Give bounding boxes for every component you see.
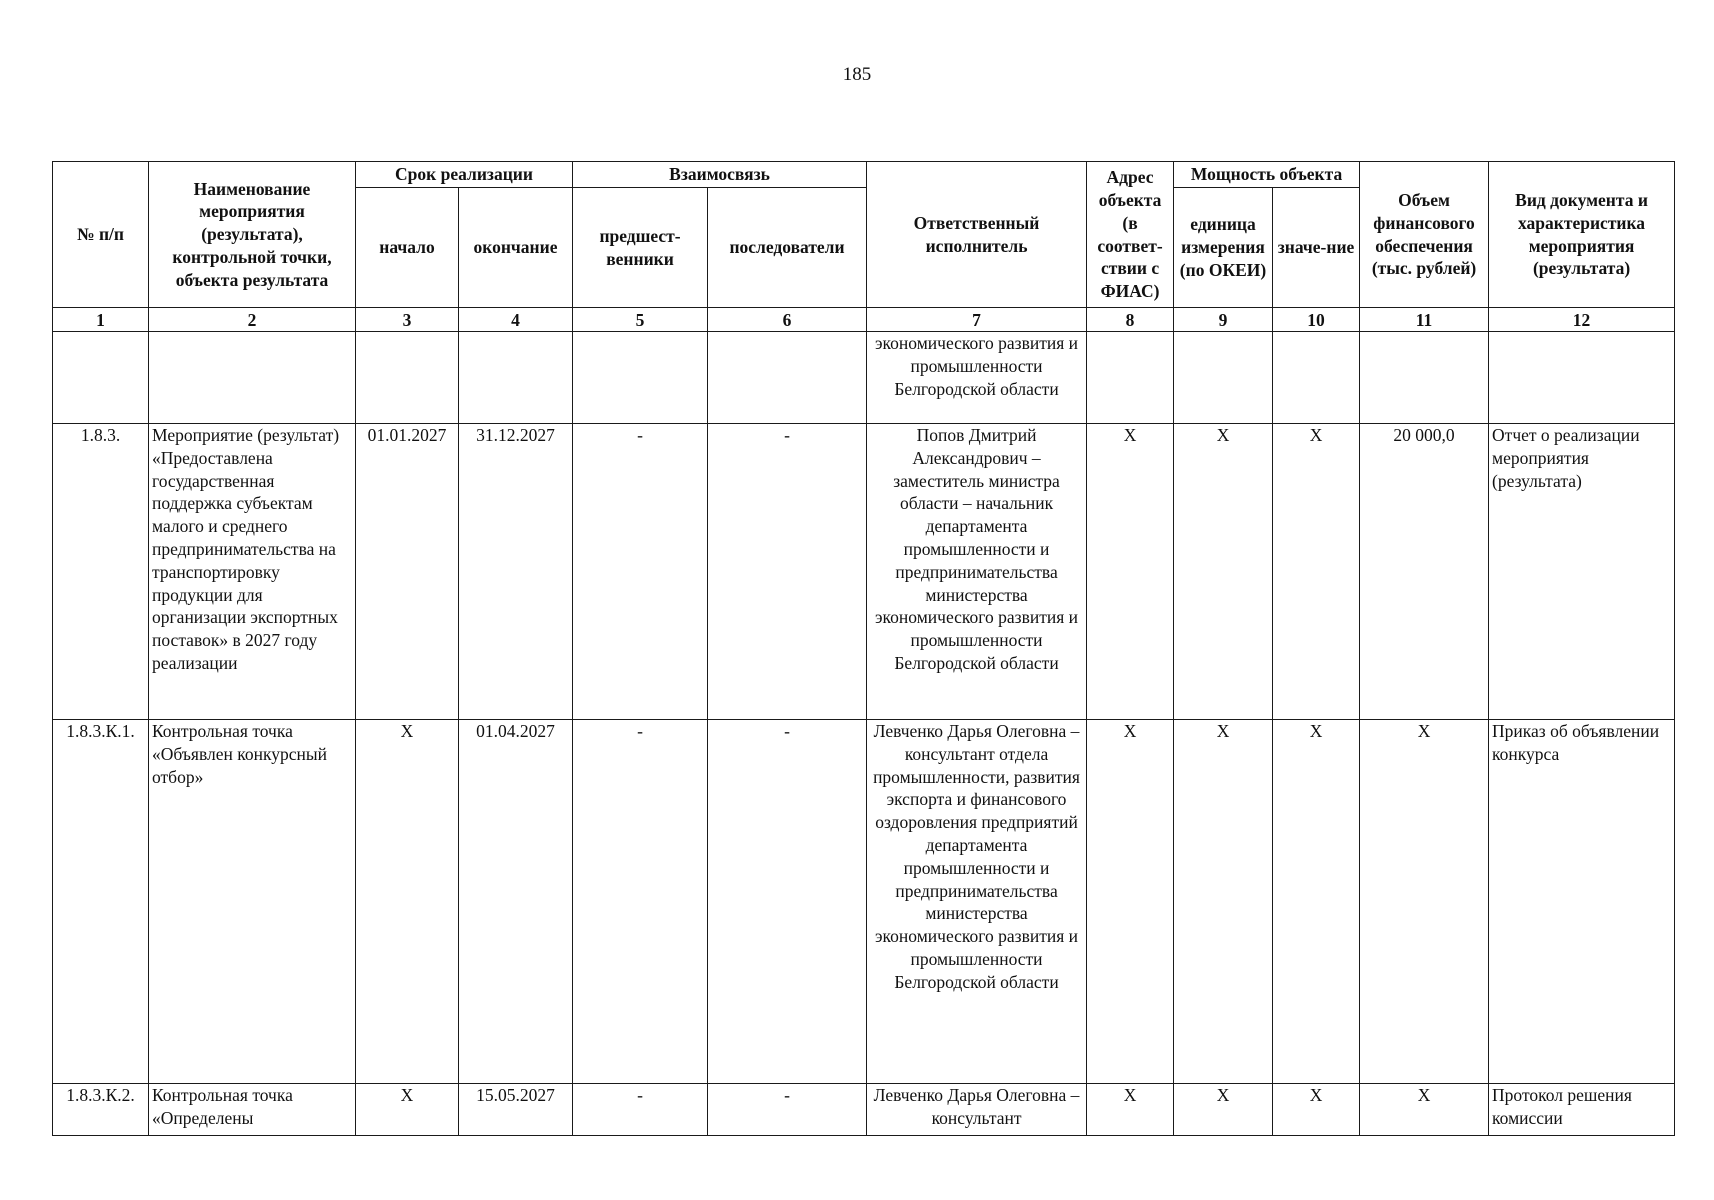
- cell-end: 01.04.2027: [459, 720, 573, 1084]
- cell-start: 01.01.2027: [356, 424, 459, 720]
- column-index: 7: [867, 308, 1087, 332]
- cell-successors: [708, 332, 867, 424]
- header-address: Адрес объекта (в соответ-ствии с ФИАС): [1087, 162, 1174, 308]
- header-finance: Объем финансового обеспечения (тыс. рублей): [1360, 162, 1489, 308]
- cell-num: 1.8.3.К.1.: [53, 720, 149, 1084]
- header-end: окончание: [459, 188, 573, 308]
- cell-name: Контрольная точка «Определены: [149, 1084, 356, 1136]
- column-index: 5: [573, 308, 708, 332]
- cell-num: [53, 332, 149, 424]
- column-index: 4: [459, 308, 573, 332]
- cell-start: X: [356, 1084, 459, 1136]
- header-value: значе-ние: [1273, 188, 1360, 308]
- table-row: [53, 332, 1675, 424]
- cell-value: X: [1273, 424, 1360, 720]
- cell-doc-type: Протокол решения комиссии: [1489, 1084, 1675, 1136]
- cell-finance: [1360, 332, 1489, 424]
- cell-end: [459, 332, 573, 424]
- cell-successors: -: [708, 1084, 867, 1136]
- header-predecessors: предшест-венники: [573, 188, 708, 308]
- header-start: начало: [356, 188, 459, 308]
- cell-name: Контрольная точка «Объявлен конкурсный отбор»: [149, 720, 356, 1084]
- cell-successors: -: [708, 720, 867, 1084]
- header-successors: последователи: [708, 188, 867, 308]
- column-index: 1: [53, 308, 149, 332]
- header-link-group: Взаимосвязь: [573, 162, 867, 188]
- header-responsible: Ответственный исполнитель: [867, 162, 1087, 308]
- header-name: Наименование мероприятия (результата), контрольной точки, объекта результата: [149, 162, 356, 308]
- cell-responsible: Левченко Дарья Олеговна – консультант: [867, 1084, 1087, 1136]
- header-term-group: Срок реализации: [356, 162, 573, 188]
- header-num: № п/п: [53, 162, 149, 308]
- cell-num: 1.8.3.К.2.: [53, 1084, 149, 1136]
- column-index: 10: [1273, 308, 1360, 332]
- column-index: 12: [1489, 308, 1675, 332]
- cell-start: X: [356, 720, 459, 1084]
- cell-doc-type: [1489, 332, 1675, 424]
- cell-value: [1273, 332, 1360, 424]
- cell-start: [356, 332, 459, 424]
- cell-name: Мероприятие (результат) «Предоставлена государственная поддержка субъектам малого и среднего предпринимательства на транспортировку продукции для организации экспортных поставок» в 2027 году реализации: [149, 424, 356, 720]
- cell-responsible: Попов Дмитрий Александрович – заместитель министра области – начальник департамента промышленности и предпринимательства министерства экономического развития и промышленности Белгородской области: [867, 424, 1087, 720]
- header-capacity-group: Мощность объекта: [1174, 162, 1360, 188]
- cell-value: X: [1273, 1084, 1360, 1136]
- cell-address: X: [1087, 1084, 1174, 1136]
- header-doc-type: Вид документа и характеристика мероприятия (результата): [1489, 162, 1675, 308]
- column-index: 3: [356, 308, 459, 332]
- cell-predecessors: [573, 332, 708, 424]
- cell-responsible: экономического развития и промышленности Белгородской области: [867, 332, 1087, 424]
- column-index: 11: [1360, 308, 1489, 332]
- column-index-row: [53, 308, 1675, 332]
- cell-address: X: [1087, 720, 1174, 1084]
- cell-value: X: [1273, 720, 1360, 1084]
- table-row: [53, 424, 1675, 720]
- table-row: [53, 1084, 1675, 1136]
- cell-doc-type: Отчет о реализации мероприятия (результата): [1489, 424, 1675, 720]
- cell-address: X: [1087, 424, 1174, 720]
- header-unit: единица измерения (по ОКЕИ): [1174, 188, 1273, 308]
- cell-unit: X: [1174, 424, 1273, 720]
- cell-name: [149, 332, 356, 424]
- cell-predecessors: -: [573, 720, 708, 1084]
- table-row: [53, 720, 1675, 1084]
- header-row-top: [53, 162, 1675, 188]
- cell-doc-type: Приказ об объявлении конкурса: [1489, 720, 1675, 1084]
- cell-unit: [1174, 332, 1273, 424]
- cell-end: 15.05.2027: [459, 1084, 573, 1136]
- cell-unit: X: [1174, 1084, 1273, 1136]
- cell-unit: X: [1174, 720, 1273, 1084]
- column-index: 6: [708, 308, 867, 332]
- page-number: 185: [842, 64, 872, 85]
- cell-finance: 20 000,0: [1360, 424, 1489, 720]
- cell-responsible: Левченко Дарья Олеговна – консультант отдела промышленности, развития экспорта и финансового оздоровления предприятий департамента промышленности и предпринимательства министерства экономического развития и промышленности Белгородской области: [867, 720, 1087, 1084]
- column-index: 8: [1087, 308, 1174, 332]
- cell-finance: X: [1360, 1084, 1489, 1136]
- cell-finance: X: [1360, 720, 1489, 1084]
- cell-predecessors: -: [573, 1084, 708, 1136]
- cell-end: 31.12.2027: [459, 424, 573, 720]
- cell-address: [1087, 332, 1174, 424]
- column-index: 2: [149, 308, 356, 332]
- implementation-plan-table: [52, 161, 1675, 1136]
- cell-successors: -: [708, 424, 867, 720]
- cell-num: 1.8.3.: [53, 424, 149, 720]
- column-index: 9: [1174, 308, 1273, 332]
- cell-predecessors: -: [573, 424, 708, 720]
